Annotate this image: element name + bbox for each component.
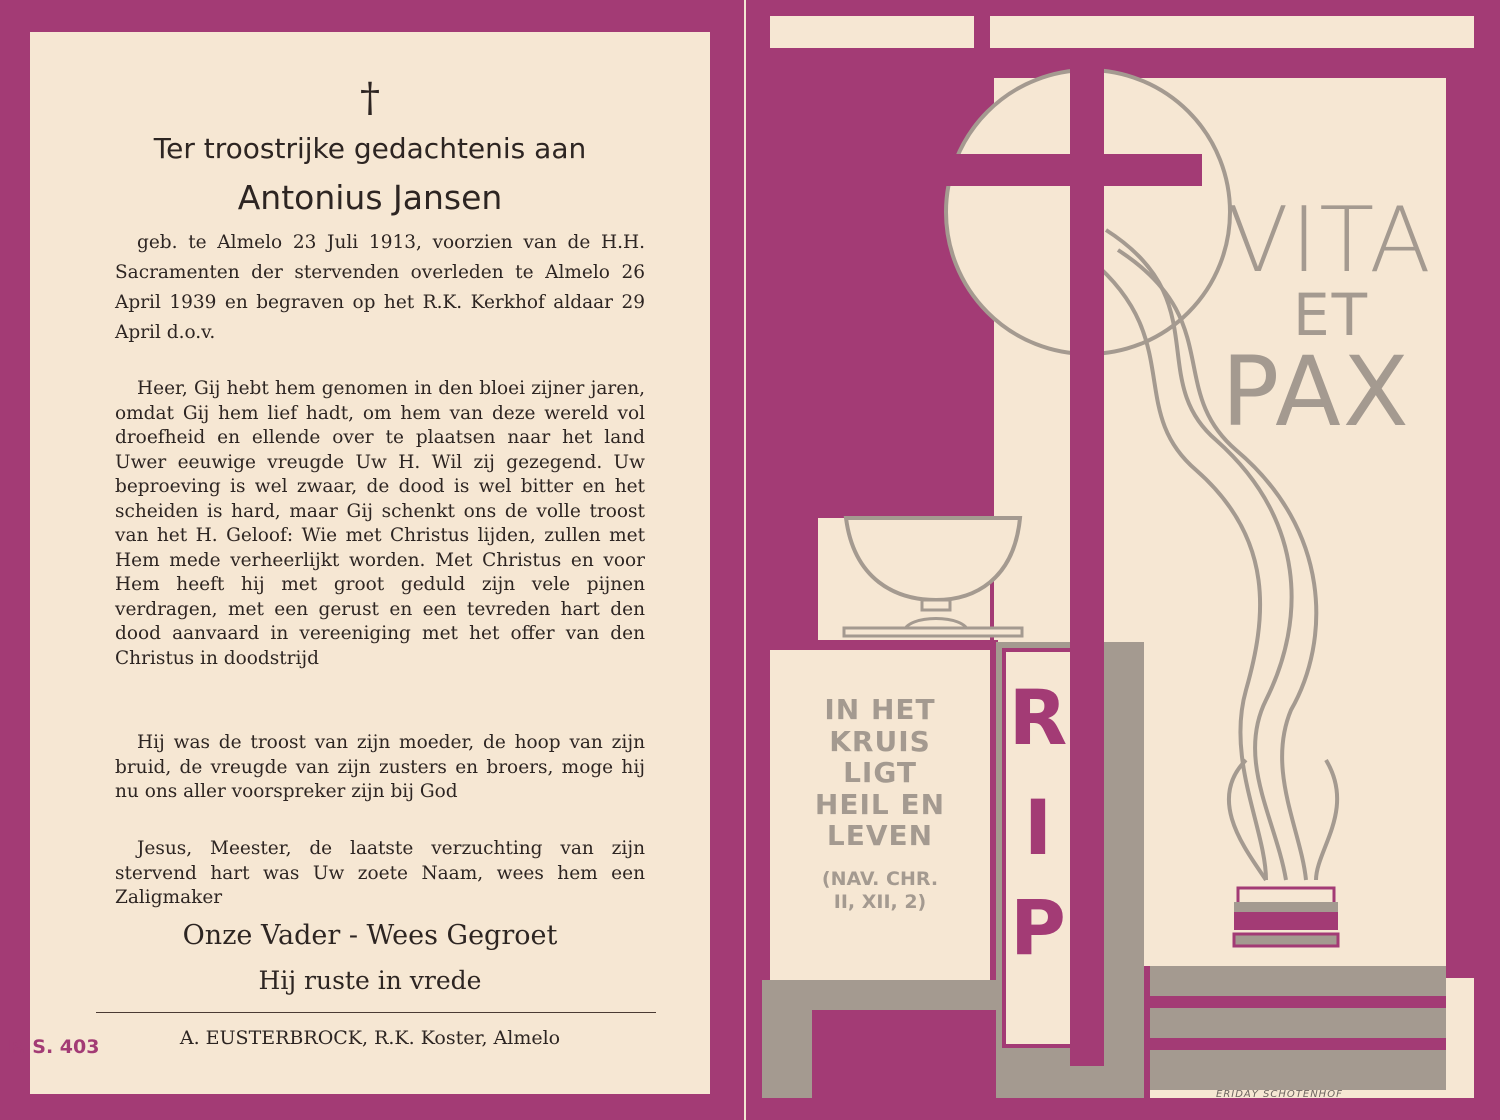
deceased-name: Antonius Jansen xyxy=(237,178,503,217)
motto-line-5: LEVEN xyxy=(826,819,934,852)
divider-line xyxy=(96,1012,656,1013)
prayer-paragraph-3: Jesus, Meester, de laatste verzuchting van zijn stervend hart was Uw zoete Naam, wees hem een Zaligmaker xyxy=(115,838,645,908)
left-card-text-area xyxy=(30,32,710,1094)
motto xyxy=(770,650,990,980)
et-text: ET xyxy=(1292,281,1370,349)
right-card-illustration xyxy=(746,0,1500,1120)
rip-letter-i: I xyxy=(1023,783,1053,872)
incense-burner xyxy=(1234,888,1338,946)
biography-paragraph: geb. te Almelo 23 Juli 1913, voorzien van de H.H. Sacramenten der stervenden overleden te Almelo 26 April 1939 en begraven op het R.K. Kerkhof aldaar 29 April d.o.v. xyxy=(115,232,645,343)
reference-line-2: II, XII, 2) xyxy=(833,891,927,913)
prayer-paragraph-1: Heer, Gij hebt hem genomen in den bloei zijner jaren, omdat Gij hem lief hadt, om hem van deze wereld vol droefheid en ellende over te plaatsen naar het land Uwer eeuwige vreugde Uw H. Wil zij gezegend. Uw beproeving is wel zwaar, de dood is wel bitter en het scheiden is hard, maar Gij schenkt ons de volle troost van het H. Geloof: Wie met Christus lijden, zullen met Hem mede verheerlijkt worden. Met Christus en voor Hem heeft hij met groot geduld zijn vele pijnen verdragen, met een gerust en een tevreden hart den dood aanvaard in vereeniging met het offer van den Christus in doodstrijd xyxy=(115,378,645,669)
motto-line-3: LIGT xyxy=(843,756,917,789)
motto-line-1: IN HET xyxy=(824,693,936,726)
dedication-heading: Ter troostrijke gedachtenis aan xyxy=(153,132,587,165)
rip-letter-r: R xyxy=(1008,673,1068,762)
motto-line-4: HEIL EN xyxy=(814,787,946,821)
printer-credit: A. EUSTERBROCK, R.K. Koster, Almelo xyxy=(179,1027,561,1049)
reference-line-1: (NAV. CHR. xyxy=(821,868,939,890)
closing-prayer: Onze Vader - Wees Gegroet xyxy=(182,920,558,951)
chalice-icon xyxy=(844,518,1022,636)
cross-icon: † xyxy=(360,75,380,121)
left-card-border xyxy=(0,0,744,1120)
pax-text: PAX xyxy=(1221,336,1411,448)
vita-text: VITA xyxy=(1227,188,1433,293)
rest-in-peace-line: Hij ruste in vrede xyxy=(258,966,482,995)
rip-letter-p: P xyxy=(1010,883,1066,972)
artist-signature: ERIDAY SCHOTENHOF xyxy=(1216,1089,1343,1100)
motto-line-2: KRUIS xyxy=(829,724,931,758)
prayer-paragraph-2: Hij was de troost van zijn moeder, de hoop van zijn bruid, de vreugde van zijn zusters en broers, moge hij nu ons aller voorspreker zijn bij God xyxy=(115,732,645,802)
card-code: P. S. 403 xyxy=(8,1036,100,1058)
